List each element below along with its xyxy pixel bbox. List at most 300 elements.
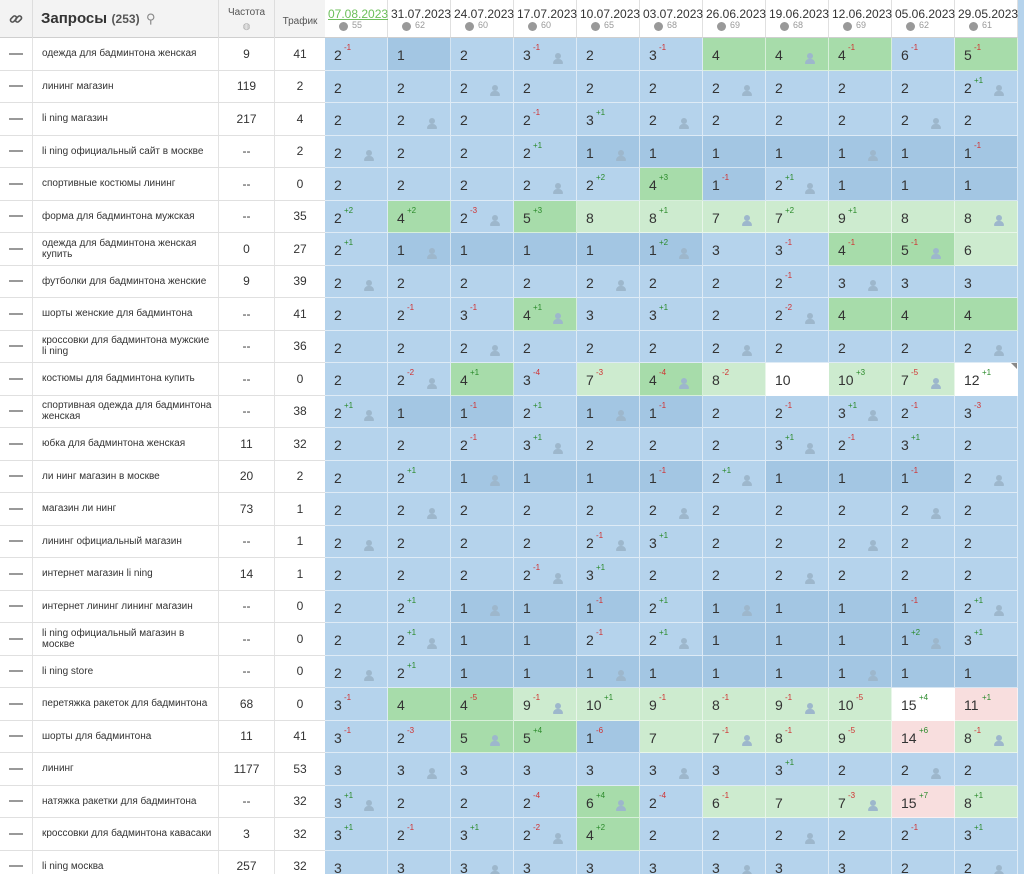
- position-cell[interactable]: [703, 591, 766, 624]
- row-handle[interactable]: [0, 851, 33, 874]
- position-cell[interactable]: [514, 753, 577, 786]
- position-cell[interactable]: [388, 201, 451, 234]
- position-cell[interactable]: [451, 591, 514, 624]
- date-label[interactable]: 24.07.2023: [454, 7, 515, 21]
- position-cell[interactable]: [892, 201, 955, 234]
- query-row[interactable]: [0, 298, 325, 331]
- position-cell[interactable]: [325, 233, 388, 266]
- position-cell[interactable]: [388, 526, 451, 559]
- query-row[interactable]: [0, 493, 325, 526]
- position-cell[interactable]: [766, 331, 829, 364]
- position-cell[interactable]: [829, 623, 892, 656]
- query-text[interactable]: юбка для бадминтона женская: [33, 428, 219, 460]
- row-handle[interactable]: [0, 591, 33, 623]
- position-cell[interactable]: [514, 201, 577, 234]
- position-cell[interactable]: [640, 493, 703, 526]
- position-cell[interactable]: [451, 526, 514, 559]
- position-cell[interactable]: [514, 136, 577, 169]
- position-cell[interactable]: [451, 851, 514, 874]
- position-cell[interactable]: [388, 753, 451, 786]
- position-cell[interactable]: [766, 71, 829, 104]
- position-cell[interactable]: [325, 396, 388, 429]
- query-row[interactable]: [0, 786, 325, 819]
- position-cell[interactable]: [451, 461, 514, 494]
- position-cell[interactable]: [451, 136, 514, 169]
- position-cell[interactable]: [325, 103, 388, 136]
- position-cell[interactable]: [325, 136, 388, 169]
- position-cell[interactable]: [514, 266, 577, 299]
- position-cell[interactable]: [577, 71, 640, 104]
- position-cell[interactable]: [388, 38, 451, 71]
- position-cell[interactable]: [892, 526, 955, 559]
- position-cell[interactable]: [640, 623, 703, 656]
- position-cell[interactable]: [703, 168, 766, 201]
- query-row[interactable]: [0, 71, 325, 104]
- query-text[interactable]: li ning магазин: [33, 103, 219, 135]
- position-cell[interactable]: [451, 168, 514, 201]
- position-cell[interactable]: [892, 721, 955, 754]
- position-cell[interactable]: [703, 493, 766, 526]
- row-handle[interactable]: [0, 168, 33, 200]
- position-cell[interactable]: [325, 461, 388, 494]
- position-cell[interactable]: [955, 526, 1018, 559]
- position-cell[interactable]: [703, 786, 766, 819]
- query-row[interactable]: [0, 591, 325, 624]
- position-cell[interactable]: [892, 558, 955, 591]
- position-cell[interactable]: [955, 721, 1018, 754]
- position-cell[interactable]: [703, 851, 766, 874]
- row-handle[interactable]: [0, 558, 33, 590]
- position-cell[interactable]: [955, 591, 1018, 624]
- position-cell[interactable]: [325, 623, 388, 656]
- row-handle[interactable]: [0, 656, 33, 688]
- query-text[interactable]: шорты женские для бадминтона: [33, 298, 219, 330]
- position-cell[interactable]: [766, 818, 829, 851]
- position-cell[interactable]: [640, 298, 703, 331]
- position-cell[interactable]: [388, 266, 451, 299]
- query-text[interactable]: li ning москва: [33, 851, 219, 874]
- date-label[interactable]: 29.05.2023: [958, 7, 1019, 21]
- position-cell[interactable]: [388, 721, 451, 754]
- position-cell[interactable]: [829, 363, 892, 396]
- position-cell[interactable]: [451, 71, 514, 104]
- position-cell[interactable]: [325, 688, 388, 721]
- row-handle[interactable]: [0, 233, 33, 265]
- date-column-header[interactable]: [577, 0, 640, 38]
- position-cell[interactable]: [892, 266, 955, 299]
- query-row[interactable]: [0, 331, 325, 364]
- position-cell[interactable]: [892, 331, 955, 364]
- position-cell[interactable]: [766, 493, 829, 526]
- position-cell[interactable]: [577, 851, 640, 874]
- query-text[interactable]: ли нинг магазин в москве: [33, 461, 219, 493]
- position-cell[interactable]: [829, 688, 892, 721]
- query-text[interactable]: одежда для бадминтона женская купить: [33, 233, 219, 265]
- position-cell[interactable]: [514, 558, 577, 591]
- query-row[interactable]: [0, 136, 325, 169]
- position-cell[interactable]: [955, 233, 1018, 266]
- query-text[interactable]: спортивная одежда для бадминтона женская: [33, 396, 219, 428]
- traffic-column-header[interactable]: [275, 0, 325, 38]
- row-handle[interactable]: [0, 493, 33, 525]
- position-cell[interactable]: [577, 396, 640, 429]
- position-cell[interactable]: [451, 266, 514, 299]
- position-cell[interactable]: [514, 396, 577, 429]
- position-cell[interactable]: [640, 233, 703, 266]
- position-cell[interactable]: [388, 656, 451, 689]
- position-cell[interactable]: [829, 331, 892, 364]
- position-cell[interactable]: [325, 818, 388, 851]
- query-row[interactable]: [0, 428, 325, 461]
- position-cell[interactable]: [955, 396, 1018, 429]
- position-cell[interactable]: [766, 201, 829, 234]
- position-cell[interactable]: [325, 851, 388, 874]
- position-cell[interactable]: [388, 688, 451, 721]
- position-cell[interactable]: [325, 266, 388, 299]
- query-text[interactable]: интернет лининг лининг магазин: [33, 591, 219, 623]
- date-column-header[interactable]: [514, 0, 577, 38]
- position-cell[interactable]: [955, 168, 1018, 201]
- date-label[interactable]: 12.06.2023: [832, 7, 893, 21]
- position-cell[interactable]: [703, 201, 766, 234]
- position-cell[interactable]: [955, 623, 1018, 656]
- query-text[interactable]: лининг: [33, 753, 219, 785]
- position-cell[interactable]: [766, 753, 829, 786]
- position-cell[interactable]: [577, 461, 640, 494]
- position-cell[interactable]: [703, 38, 766, 71]
- position-cell[interactable]: [829, 201, 892, 234]
- position-cell[interactable]: [577, 331, 640, 364]
- date-column-header[interactable]: [325, 0, 388, 38]
- position-cell[interactable]: [388, 623, 451, 656]
- position-cell[interactable]: [892, 688, 955, 721]
- position-cell[interactable]: [577, 428, 640, 461]
- position-cell[interactable]: [829, 526, 892, 559]
- position-cell[interactable]: [325, 591, 388, 624]
- position-cell[interactable]: [514, 656, 577, 689]
- position-cell[interactable]: [640, 721, 703, 754]
- position-cell[interactable]: [640, 753, 703, 786]
- position-cell[interactable]: [955, 136, 1018, 169]
- position-cell[interactable]: [325, 428, 388, 461]
- position-cell[interactable]: [640, 103, 703, 136]
- row-handle[interactable]: [0, 688, 33, 720]
- position-cell[interactable]: [829, 656, 892, 689]
- date-column-header[interactable]: [892, 0, 955, 38]
- position-cell[interactable]: [577, 753, 640, 786]
- position-cell[interactable]: [766, 591, 829, 624]
- position-cell[interactable]: [577, 201, 640, 234]
- position-cell[interactable]: [703, 623, 766, 656]
- position-cell[interactable]: [766, 428, 829, 461]
- query-row[interactable]: [0, 851, 325, 874]
- date-column-header[interactable]: [640, 0, 703, 38]
- position-cell[interactable]: [451, 233, 514, 266]
- position-cell[interactable]: [766, 526, 829, 559]
- row-handle[interactable]: [0, 298, 33, 330]
- position-cell[interactable]: [640, 558, 703, 591]
- position-cell[interactable]: [955, 428, 1018, 461]
- position-cell[interactable]: [325, 753, 388, 786]
- position-cell[interactable]: [829, 38, 892, 71]
- position-cell[interactable]: [640, 396, 703, 429]
- position-cell[interactable]: [388, 818, 451, 851]
- position-cell[interactable]: [703, 461, 766, 494]
- query-row[interactable]: [0, 721, 325, 754]
- query-row[interactable]: [0, 558, 325, 591]
- position-cell[interactable]: [640, 428, 703, 461]
- position-cell[interactable]: [451, 363, 514, 396]
- row-handle[interactable]: [0, 818, 33, 850]
- position-cell[interactable]: [577, 298, 640, 331]
- date-label[interactable]: 03.07.2023: [643, 7, 704, 21]
- position-cell[interactable]: [892, 38, 955, 71]
- position-cell[interactable]: [955, 71, 1018, 104]
- query-text[interactable]: li ning официальный сайт в москве: [33, 136, 219, 168]
- position-cell[interactable]: [388, 461, 451, 494]
- position-cell[interactable]: [703, 526, 766, 559]
- position-cell[interactable]: [388, 493, 451, 526]
- position-cell[interactable]: [955, 558, 1018, 591]
- date-label[interactable]: 19.06.2023: [769, 7, 830, 21]
- position-cell[interactable]: [514, 428, 577, 461]
- position-cell[interactable]: [388, 71, 451, 104]
- position-cell[interactable]: [640, 851, 703, 874]
- position-cell[interactable]: [829, 721, 892, 754]
- position-cell[interactable]: [514, 786, 577, 819]
- position-cell[interactable]: [703, 656, 766, 689]
- date-column-header[interactable]: [829, 0, 892, 38]
- position-cell[interactable]: [892, 103, 955, 136]
- position-cell[interactable]: [640, 266, 703, 299]
- position-cell[interactable]: [892, 136, 955, 169]
- position-cell[interactable]: [514, 818, 577, 851]
- position-cell[interactable]: [829, 851, 892, 874]
- date-label[interactable]: 05.06.2023: [895, 7, 956, 21]
- query-text[interactable]: форма для бадминтона мужская: [33, 201, 219, 233]
- position-cell[interactable]: [451, 656, 514, 689]
- position-cell[interactable]: [325, 298, 388, 331]
- position-cell[interactable]: [514, 623, 577, 656]
- position-cell[interactable]: [388, 396, 451, 429]
- position-cell[interactable]: [892, 623, 955, 656]
- position-cell[interactable]: [766, 558, 829, 591]
- position-cell[interactable]: [766, 38, 829, 71]
- row-handle[interactable]: [0, 721, 33, 753]
- query-text[interactable]: шорты для бадминтона: [33, 721, 219, 753]
- queries-column-header[interactable]: [33, 0, 219, 38]
- position-cell[interactable]: [325, 38, 388, 71]
- position-cell[interactable]: [514, 688, 577, 721]
- position-cell[interactable]: [892, 818, 955, 851]
- position-cell[interactable]: [325, 493, 388, 526]
- position-cell[interactable]: [388, 363, 451, 396]
- position-cell[interactable]: [703, 331, 766, 364]
- position-cell[interactable]: [325, 331, 388, 364]
- position-cell[interactable]: [955, 38, 1018, 71]
- row-handle[interactable]: [0, 623, 33, 655]
- position-cell[interactable]: [892, 71, 955, 104]
- position-cell[interactable]: [703, 428, 766, 461]
- position-cell[interactable]: [703, 753, 766, 786]
- position-cell[interactable]: [451, 103, 514, 136]
- row-handle[interactable]: [0, 461, 33, 493]
- position-cell[interactable]: [766, 786, 829, 819]
- position-cell[interactable]: [514, 591, 577, 624]
- position-cell[interactable]: [703, 818, 766, 851]
- position-cell[interactable]: [577, 688, 640, 721]
- row-handle[interactable]: [0, 363, 33, 395]
- position-cell[interactable]: [514, 103, 577, 136]
- position-cell[interactable]: [703, 396, 766, 429]
- position-cell[interactable]: [829, 461, 892, 494]
- position-cell[interactable]: [577, 591, 640, 624]
- date-label[interactable]: 07.08.2023: [328, 7, 389, 21]
- position-cell[interactable]: [577, 168, 640, 201]
- position-cell[interactable]: [892, 656, 955, 689]
- row-handle[interactable]: [0, 526, 33, 558]
- position-cell[interactable]: [325, 363, 388, 396]
- query-text[interactable]: кроссовки для бадминтона кавасаки: [33, 818, 219, 850]
- position-cell[interactable]: [577, 233, 640, 266]
- position-cell[interactable]: [703, 298, 766, 331]
- position-cell[interactable]: [955, 103, 1018, 136]
- position-cell[interactable]: [388, 786, 451, 819]
- position-cell[interactable]: [577, 493, 640, 526]
- position-cell[interactable]: [640, 818, 703, 851]
- position-cell[interactable]: [829, 396, 892, 429]
- position-cell[interactable]: [388, 233, 451, 266]
- position-cell[interactable]: [766, 298, 829, 331]
- row-handle[interactable]: [0, 71, 33, 103]
- position-cell[interactable]: [514, 721, 577, 754]
- position-cell[interactable]: [451, 623, 514, 656]
- position-cell[interactable]: [325, 721, 388, 754]
- position-cell[interactable]: [955, 266, 1018, 299]
- position-cell[interactable]: [451, 38, 514, 71]
- position-cell[interactable]: [388, 591, 451, 624]
- position-cell[interactable]: [388, 168, 451, 201]
- position-cell[interactable]: [388, 558, 451, 591]
- position-cell[interactable]: [577, 558, 640, 591]
- position-cell[interactable]: [451, 721, 514, 754]
- row-handle[interactable]: [0, 103, 33, 135]
- position-cell[interactable]: [514, 851, 577, 874]
- position-cell[interactable]: [892, 363, 955, 396]
- row-handle[interactable]: [0, 428, 33, 460]
- position-cell[interactable]: [451, 818, 514, 851]
- query-text[interactable]: лининг магазин: [33, 71, 219, 103]
- query-row[interactable]: [0, 233, 325, 266]
- query-text[interactable]: li ning официальный магазин в москве: [33, 623, 219, 655]
- query-row[interactable]: [0, 753, 325, 786]
- search-icon[interactable]: ⚲: [146, 11, 156, 26]
- position-cell[interactable]: [703, 136, 766, 169]
- position-cell[interactable]: [451, 493, 514, 526]
- row-handle[interactable]: [0, 266, 33, 298]
- position-cell[interactable]: [577, 526, 640, 559]
- position-cell[interactable]: [577, 103, 640, 136]
- position-cell[interactable]: [829, 266, 892, 299]
- row-handle[interactable]: [0, 201, 33, 233]
- position-cell[interactable]: [892, 461, 955, 494]
- position-cell[interactable]: [451, 753, 514, 786]
- position-cell[interactable]: [703, 363, 766, 396]
- position-cell[interactable]: [640, 331, 703, 364]
- position-cell[interactable]: [640, 136, 703, 169]
- position-cell[interactable]: [829, 71, 892, 104]
- query-row[interactable]: [0, 526, 325, 559]
- position-cell[interactable]: [325, 526, 388, 559]
- position-cell[interactable]: [892, 493, 955, 526]
- position-cell[interactable]: [325, 656, 388, 689]
- query-row[interactable]: [0, 168, 325, 201]
- position-cell[interactable]: [766, 168, 829, 201]
- date-column-header[interactable]: [955, 0, 1018, 38]
- query-row[interactable]: [0, 38, 325, 71]
- position-cell[interactable]: [514, 363, 577, 396]
- row-handle[interactable]: [0, 786, 33, 818]
- position-cell[interactable]: [325, 558, 388, 591]
- position-cell[interactable]: [703, 558, 766, 591]
- position-cell[interactable]: [577, 721, 640, 754]
- query-row[interactable]: [0, 688, 325, 721]
- query-row[interactable]: [0, 103, 325, 136]
- position-cell[interactable]: [955, 656, 1018, 689]
- position-cell[interactable]: [640, 201, 703, 234]
- query-row[interactable]: [0, 396, 325, 429]
- query-text[interactable]: li ning store: [33, 656, 219, 688]
- position-cell[interactable]: [388, 103, 451, 136]
- position-cell[interactable]: [766, 396, 829, 429]
- position-cell[interactable]: [892, 591, 955, 624]
- position-cell[interactable]: [766, 103, 829, 136]
- position-cell[interactable]: [703, 688, 766, 721]
- position-cell[interactable]: [892, 396, 955, 429]
- position-cell[interactable]: [955, 493, 1018, 526]
- position-cell[interactable]: [829, 786, 892, 819]
- position-cell[interactable]: [703, 233, 766, 266]
- position-cell[interactable]: [892, 233, 955, 266]
- query-row[interactable]: [0, 461, 325, 494]
- position-cell[interactable]: [388, 331, 451, 364]
- position-cell[interactable]: [514, 71, 577, 104]
- query-text[interactable]: спортивные костюмы лининг: [33, 168, 219, 200]
- position-cell[interactable]: [325, 168, 388, 201]
- position-cell[interactable]: [514, 38, 577, 71]
- query-row[interactable]: [0, 656, 325, 689]
- position-cell[interactable]: [955, 818, 1018, 851]
- position-cell[interactable]: [829, 136, 892, 169]
- position-cell[interactable]: [514, 331, 577, 364]
- position-cell[interactable]: [703, 266, 766, 299]
- position-cell[interactable]: [451, 786, 514, 819]
- row-handle[interactable]: [0, 136, 33, 168]
- query-text[interactable]: лининг официальный магазин: [33, 526, 219, 558]
- position-cell[interactable]: [388, 298, 451, 331]
- position-cell[interactable]: [451, 558, 514, 591]
- position-cell[interactable]: [829, 818, 892, 851]
- row-handle[interactable]: [0, 331, 33, 363]
- position-cell[interactable]: [514, 461, 577, 494]
- position-cell[interactable]: [955, 461, 1018, 494]
- position-cell[interactable]: [766, 136, 829, 169]
- position-cell[interactable]: [955, 688, 1018, 721]
- position-cell[interactable]: [703, 103, 766, 136]
- date-column-header[interactable]: [451, 0, 514, 38]
- position-cell[interactable]: [514, 233, 577, 266]
- position-cell[interactable]: [451, 331, 514, 364]
